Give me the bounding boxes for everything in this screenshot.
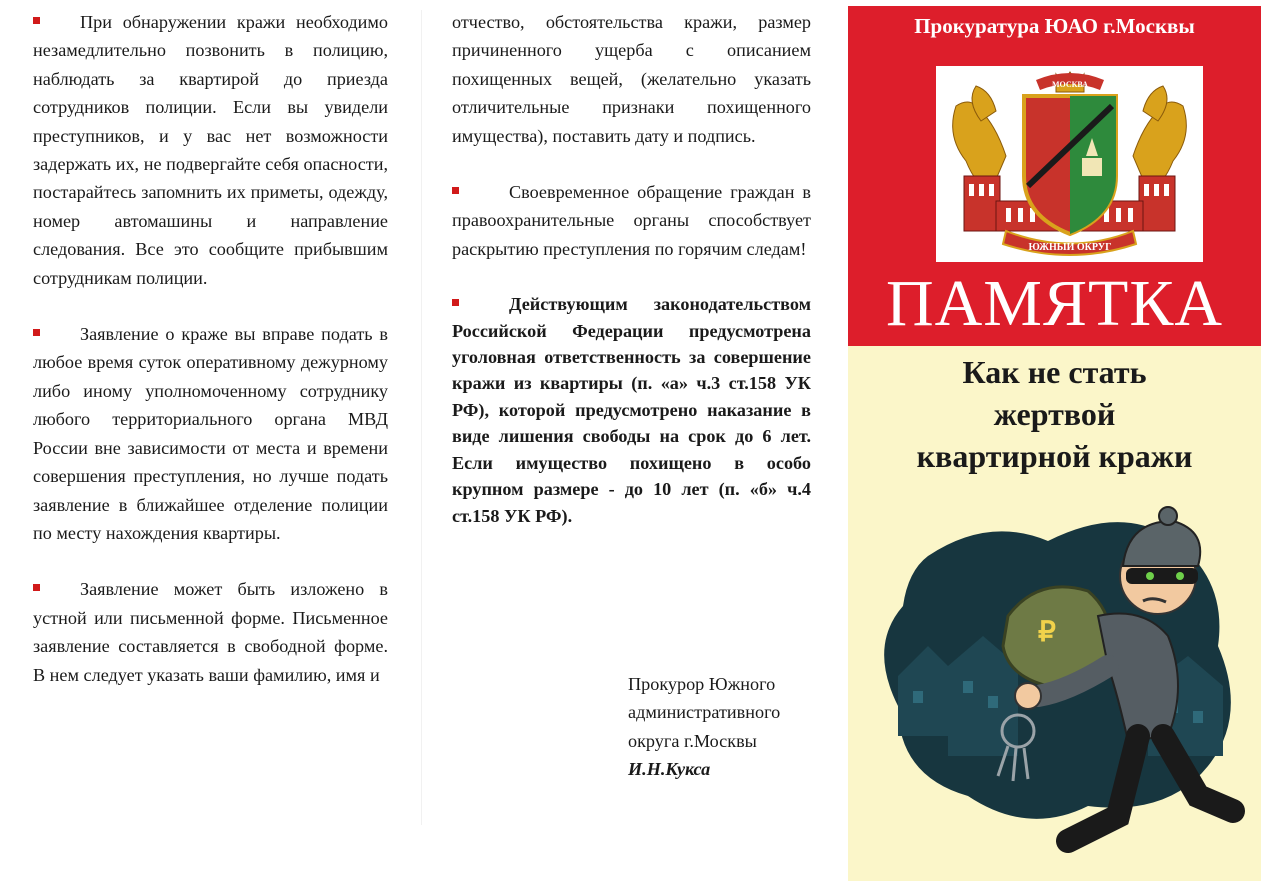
paragraph-timely-appeal: Своевременное обращение граждан в правоохранительные органы способствует раскрытию преступления по горячим следам!: [452, 182, 811, 259]
ruble-icon: ₽: [1038, 616, 1056, 647]
cover-subtitle: Как не стать жертвой квартирной кражи: [916, 354, 1193, 474]
cover-title: ПАМЯТКА: [885, 267, 1224, 340]
emblem-top-label: МОСКВА: [1051, 80, 1089, 89]
coat-of-arms-emblem: [936, 66, 1203, 262]
column-divider: [421, 10, 422, 825]
signature-name: И.Н.Кукса: [628, 759, 711, 780]
square-bullet-icon: [452, 187, 459, 194]
signature-position-2: административного: [628, 702, 781, 723]
signature-position-3: округа г.Москвы: [628, 730, 757, 751]
column-left: [33, 8, 388, 689]
square-bullet-icon: [452, 299, 459, 306]
square-bullet-icon: [33, 584, 40, 591]
emblem-bottom-label: ЮЖНЫЙ ОКРУГ: [1028, 242, 1112, 253]
signature-position-1: Прокурор Южного: [628, 674, 776, 694]
paragraph-statement-form: Заявление может быть изложено в устной или письменной форме. Письменное заявление составляется в свободной форме. В нем следует указать ваши фамилию, имя и: [33, 579, 388, 685]
thief-illustration: [868, 496, 1253, 886]
square-bullet-icon: [33, 17, 40, 24]
paragraph-statement-filing: Заявление о краже вы вправе подать в любое время суток оперативному дежурному либо иному уполномоченному сотруднику любого территориального органа МВД России вне зависимости от места и времени совершения преступления, но лучше подать заявление в ближайшее отделение полиции по месту нахождения квартиры.: [33, 324, 388, 543]
cover-panel: [848, 6, 1261, 881]
signature-block: [628, 670, 828, 784]
square-bullet-icon: [33, 329, 40, 336]
column-middle: [452, 8, 811, 529]
paragraph-criminal-liability: Действующим законодательством Российской Федерации предусмотрена уголовная ответственность за совершение кражи из квартиры (п. «а» ч.3 ст.158 УК РФ), которой предусмотрено наказание в виде лишения свободы на срок до 6 лет. Если имущество похищено в особо крупном размере - до 10 лет (п. «б» ч.4 ст.158 УК РФ).: [452, 294, 811, 526]
cover-org-title: Прокуратура ЮАО г.Москвы: [914, 14, 1195, 38]
paragraph-continuation: отчество, обстоятельства кражи, размер причиненного ущерба с описанием похищенных вещей, (желательно указать отличительные признаки похищенного имущества), поставить дату и подпись.: [452, 12, 811, 146]
paragraph-report-theft: При обнаружении кражи необходимо незамедлительно позвонить в полицию, наблюдать за квартирой до приезда сотрудников полиции. Если вы увидели преступников, и у вас нет возможности задержать их, не подвергайте себя опасности, постарайтесь запомнить их приметы, одежду, номер автомашины и направление следования. Все это сообщите прибывшим сотрудникам полиции.: [33, 12, 388, 288]
